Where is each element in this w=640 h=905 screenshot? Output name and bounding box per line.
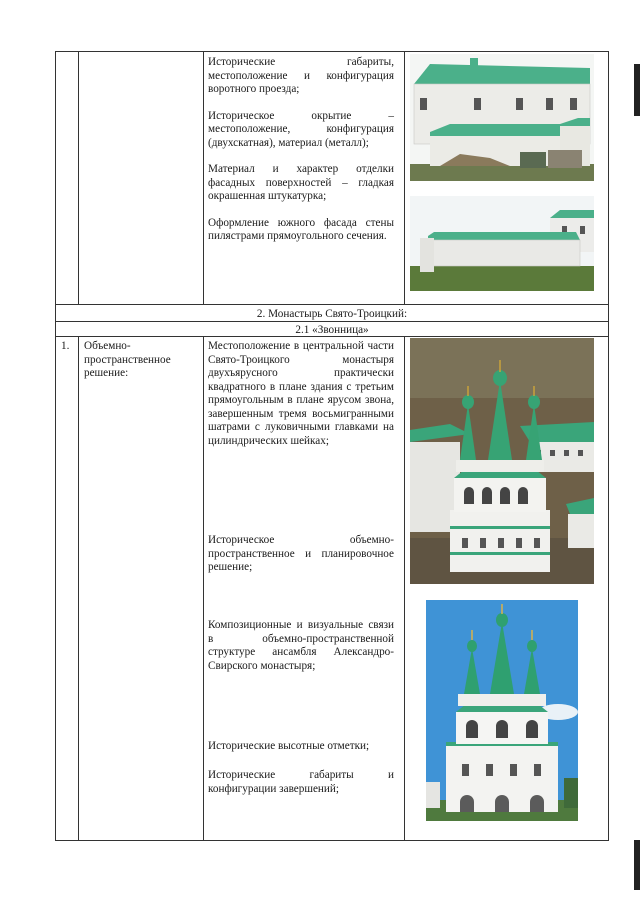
col-sep-3-top bbox=[404, 51, 405, 304]
row-sep-1 bbox=[55, 304, 609, 305]
paragraph-gate-dimensions: Исторические габариты, местоположение и конфигурация воротного проезда; bbox=[208, 56, 394, 95]
row-sep-2 bbox=[55, 321, 609, 322]
photo-south-wall bbox=[410, 196, 594, 291]
paragraph-dimensions: Исторические габариты и конфигурации завершений; bbox=[208, 769, 394, 795]
paragraph-visual-links: Композиционные и визуальные связи в объемно-пространственной структуре ансамбля Александро-Свирского монастыря; bbox=[208, 619, 394, 672]
col-sep-2-top bbox=[203, 51, 204, 304]
paragraph-facade-finish: Материал и характер отделки фасадных поверхностей – гладкая окрашенная штукатурка; bbox=[208, 163, 394, 202]
paragraph-roofing: Историческое окрытие – местоположение, конфигурация (двухскатная), материал (металл); bbox=[208, 109, 394, 149]
table-border-bottom bbox=[55, 840, 609, 841]
table-border-left bbox=[55, 51, 56, 841]
table-border-right bbox=[608, 51, 609, 841]
col-sep-1-bottom bbox=[78, 336, 79, 841]
scan-edge-mark-top bbox=[634, 64, 640, 116]
top-requirements-text bbox=[208, 56, 394, 244]
photo-bell-tower-aerial bbox=[410, 338, 594, 584]
paragraph-heights: Исторические высотные отметки; bbox=[208, 740, 370, 752]
col-sep-3-bottom bbox=[404, 336, 405, 841]
bell-tower-requirements bbox=[208, 340, 394, 448]
table-border-top bbox=[55, 51, 609, 52]
section-heading: 2. Монастырь Свято-Троицкий: bbox=[256, 308, 408, 320]
col-sep-2-bottom bbox=[203, 336, 204, 841]
paragraph-volume-solution: Историческое объемно-пространственное и планировочное решение; bbox=[208, 534, 394, 573]
col-sep-1-top bbox=[78, 51, 79, 304]
photo-bell-tower-front bbox=[426, 600, 578, 821]
paragraph-location: Местоположение в центральной части Свято-Троицкого монастыря двухъярусного практически квадратного в плане здания с третьим прямоугольным в плане ярусом звона, завершенным тремя восьмигранными шатрами с луковичными главками на цилиндрических шейках; bbox=[208, 340, 394, 447]
row-label: Объемно-пространственное решение: bbox=[84, 340, 171, 379]
row-number: 1. bbox=[61, 340, 70, 352]
paragraph-south-facade: Оформление южного фасада стены пилястрами прямоугольного сечения. bbox=[208, 216, 394, 242]
photo-gate-building bbox=[410, 54, 594, 181]
subsection-heading: 2.1 «Звонница» bbox=[295, 324, 369, 336]
scan-edge-mark-bottom bbox=[634, 840, 640, 890]
